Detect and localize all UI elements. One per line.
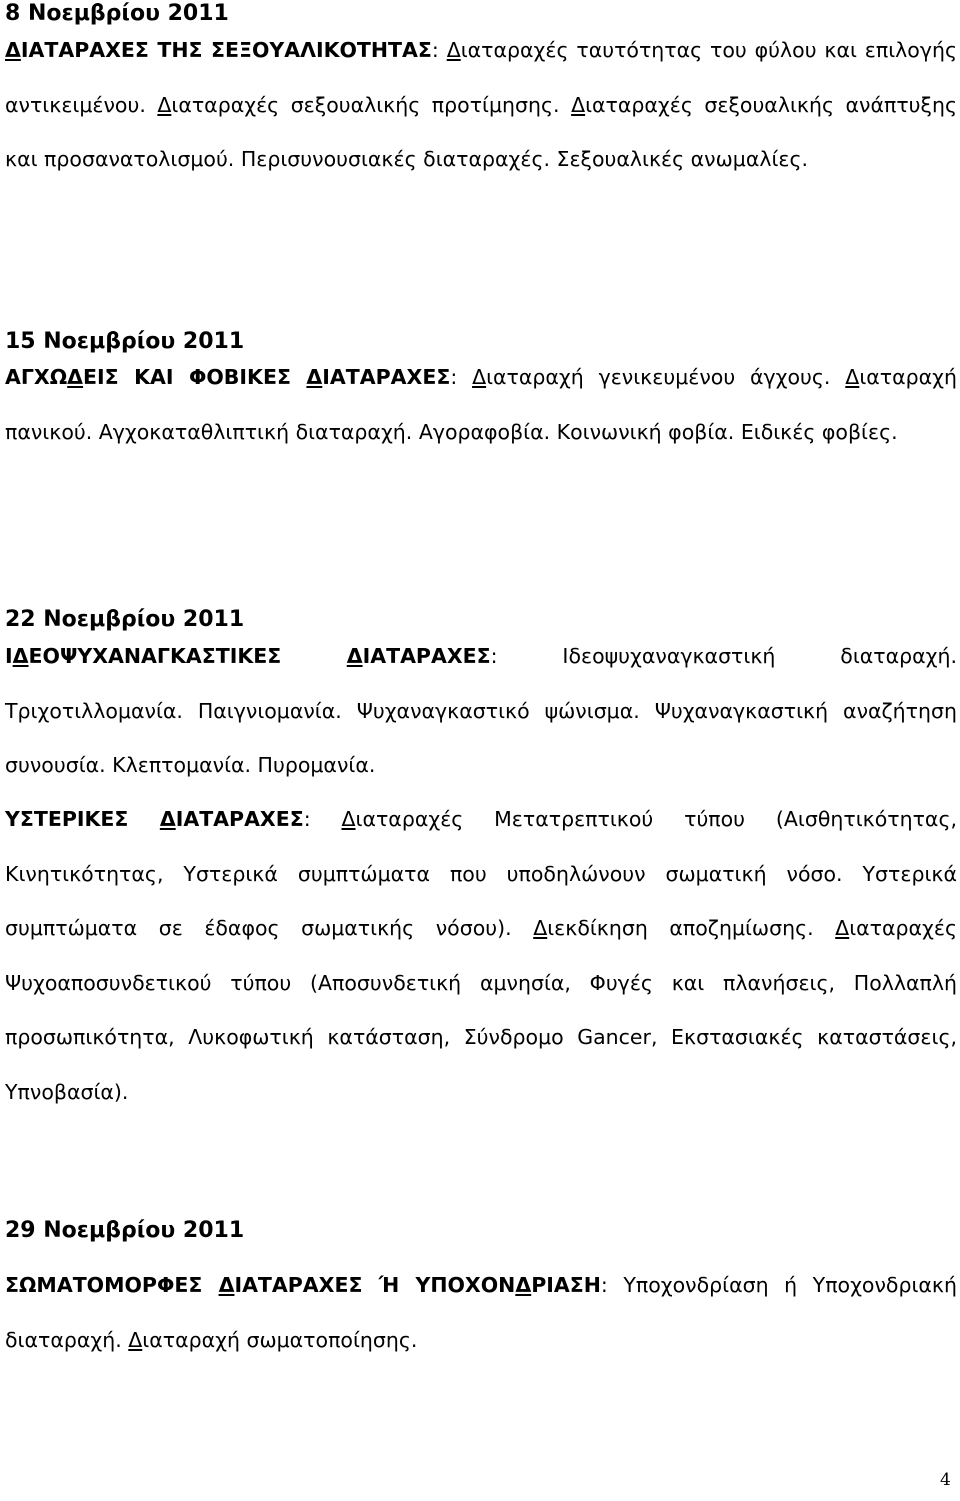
section-heading-sexuality: ΔΙΑΤΑΡΑΧΕΣ ΤΗΣ ΣΕΞΟΥΑΛΙΚΟΤΗΤΑΣ [5,38,432,62]
paragraph-obsessive-disorders: ΙΔΕΟΨΥΧΑΝΑΓΚΑΣΤΙΚΕΣ ΔΙΑΤΑΡΑΧΕΣ: Ιδεοψυχαναγκαστική διαταραχή. Τριχοτιλλομανία. Παιγνιομανία. Ψυχαναγκαστικό ψώνισμα. Ψυχαναγκαστική αναζήτηση συνουσία. Κλεπτομανία. Πυρομανία. [5,644,957,778]
paragraph-somatoform-disorders: ΣΩΜΑΤΟΜΟΡΦΕΣ ΔΙΑΤΑΡΑΧΕΣ Ή ΥΠΟΧΟΝΔΡΙΑΣΗ: Υποχονδρίαση ή Υποχονδριακή διαταραχή. Διαταραχή σωματοποίησης. [5,1273,957,1352]
date-heading-3: 22 Νοεμβρίου 2011 [5,607,245,632]
section-heading-somatoform: ΣΩΜΑΤΟΜΟΡΦΕΣ ΔΙΑΤΑΡΑΧΕΣ Ή ΥΠΟΧΟΝΔΡΙΑΣΗ [5,1273,601,1297]
section-heading-hysterical: ΥΣΤΕΡΙΚΕΣ ΔΙΑΤΑΡΑΧΕΣ [5,807,304,831]
date-heading-1: 8 Νοεμβρίου 2011 [5,1,229,26]
page-number: 4 [940,1470,951,1490]
date-heading-4: 29 Νοεμβρίου 2011 [5,1218,245,1243]
paragraph-hysterical-disorders: ΥΣΤΕΡΙΚΕΣ ΔΙΑΤΑΡΑΧΕΣ: Διαταραχές Μετατρεπτικού τύπου (Αισθητικότητας, Κινητικότητας, Υστερικά συμπτώματα που υποδηλώνουν σωματική νόσο. Υστερικά συμπτώματα σε έδαφος σωματικής νόσου). Διεκδίκηση αποζημίωσης. Διαταραχές Ψυχοαποσυνδετικού τύπου (Αποσυνδετική αμνησία, Φυγές και πλανήσεις, Πολλαπλή προσωπικότητα, Λυκοφωτική κατάσταση, Σύνδρομο Gancer, Εκστασιακές καταστάσεις, Υπνοβασία). [5,807,957,1104]
paragraph-anxiety-disorders: ΑΓΧΩΔΕΙΣ ΚΑΙ ΦΟΒΙΚΕΣ ΔΙΑΤΑΡΑΧΕΣ: Διαταραχή γενικευμένου άγχους. Διαταραχή πανικού. Αγχοκαταθλιπτική διαταραχή. Αγοραφοβία. Κοινωνική φοβία. Ειδικές φοβίες. [5,365,957,444]
section-heading-anxiety: ΑΓΧΩΔΕΙΣ ΚΑΙ ΦΟΒΙΚΕΣ ΔΙΑΤΑΡΑΧΕΣ [5,365,451,389]
paragraph-sexuality-disorders: ΔΙΑΤΑΡΑΧΕΣ ΤΗΣ ΣΕΞΟΥΑΛΙΚΟΤΗΤΑΣ: Διαταραχές ταυτότητας του φύλου και επιλογής αντικειμένου. Διαταραχές σεξουαλικής προτίμησης. Διαταραχές σεξουαλικής ανάπτυξης και προσανατολισμού. Περισυνουσιακές διαταραχές. Σεξουαλικές ανωμαλίες. [5,38,957,172]
date-heading-2: 15 Νοεμβρίου 2011 [5,329,245,354]
section-heading-obsessive: ΙΔΕΟΨΥΧΑΝΑΓΚΑΣΤΙΚΕΣ ΔΙΑΤΑΡΑΧΕΣ [5,644,491,668]
